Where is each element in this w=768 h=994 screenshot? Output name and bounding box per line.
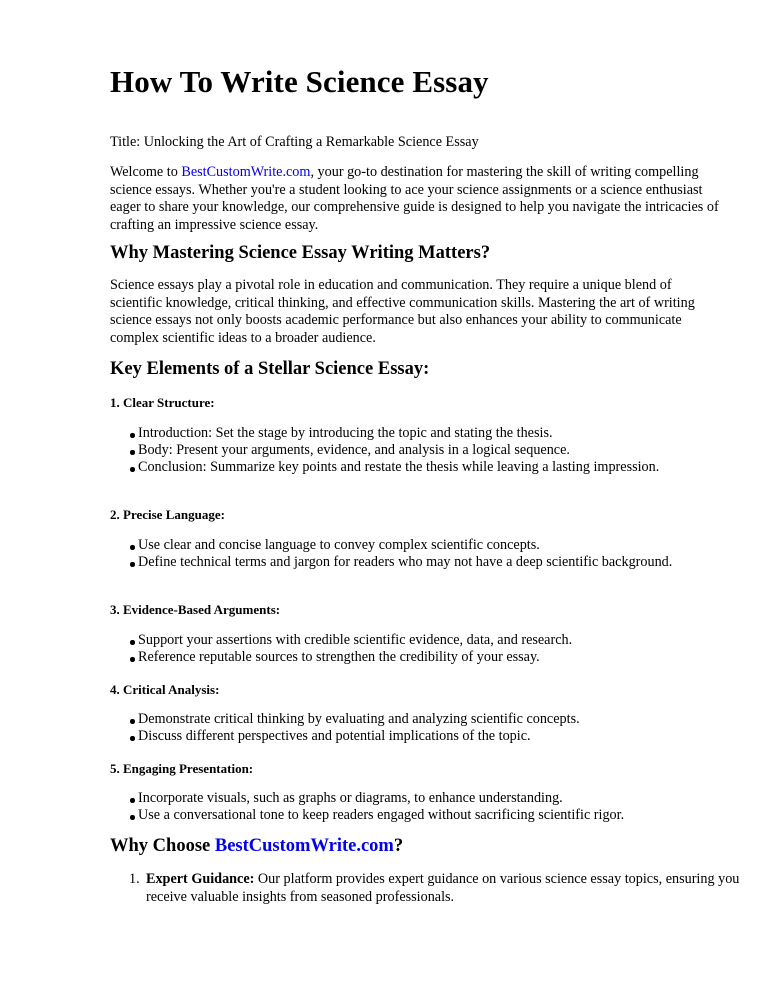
list-item: [129, 871, 756, 906]
section-evidence-list: [110, 632, 748, 666]
section-engaging-presentation-list: [110, 790, 748, 824]
section-critical-analysis-title: 4. Critical Analysis:: [110, 682, 220, 697]
why-matters-heading: Why Mastering Science Essay Writing Matters?: [110, 243, 491, 263]
page-title: How To Write Science Essay: [110, 64, 489, 99]
section-precise-language-list: [110, 537, 748, 571]
intro-site-link[interactable]: BestCustomWrite.com: [181, 164, 311, 180]
section-clear-structure-list: [110, 425, 748, 476]
key-elements-heading: Key Elements of a Stellar Science Essay:: [110, 359, 430, 379]
list-item: Define technical terms and jargon for readers who may not have a deep scientific background.: [138, 554, 748, 571]
list-item: Introduction: Set the stage by introducing the topic and stating the thesis.: [138, 425, 748, 442]
section-clear-structure-title: 1. Clear Structure:: [110, 395, 215, 410]
list-item: Support your assertions with credible scientific evidence, data, and research.: [138, 632, 748, 649]
list-item: Use clear and concise language to convey complex scientific concepts.: [138, 537, 748, 554]
list-item: Body: Present your arguments, evidence, and analysis in a logical sequence.: [138, 442, 748, 459]
why-choose-heading-mark: ?: [393, 836, 404, 856]
essay-subtitle: Title: Unlocking the Art of Crafting a Remarkable Science Essay: [110, 134, 479, 150]
list-item-text: Our platform provides expert guidance on various science essay topics, ensuring you receive valuable insights from seasoned professionals.: [146, 871, 740, 905]
list-item: Incorporate visuals, such as graphs or diagrams, to enhance understanding.: [138, 790, 748, 807]
list-item: Conclusion: Summarize key points and restate the thesis while leaving a lasting impression.: [138, 459, 748, 476]
list-item-number: 1.: [129, 871, 140, 887]
why-choose-heading-text: Why Choose: [110, 836, 215, 856]
list-item: Discuss different perspectives and potential implications of the topic.: [138, 728, 748, 745]
list-item: Use a conversational tone to keep readers engaged without sacrificing scientific rigor.: [138, 807, 748, 824]
why-choose-heading: [110, 836, 720, 857]
section-critical-analysis-list: [110, 711, 748, 745]
why-matters-body: Science essays play a pivotal role in education and communication. They require a unique blend of scientific knowledge, critical thinking, and effective communication skills. Mastering the art of writing science essays not only boosts academic performance but also enhances your ability to communicate complex scientific ideas to a broader audience.: [110, 277, 695, 346]
why-choose-list: [110, 871, 756, 906]
intro-text-before: Welcome to: [110, 164, 182, 180]
list-item-bold-label: Expert Guidance:: [146, 871, 255, 887]
section-precise-language-title: 2. Precise Language:: [110, 507, 225, 522]
section-evidence-title: 3. Evidence-Based Arguments:: [110, 602, 281, 617]
list-item: Reference reputable sources to strengthen the credibility of your essay.: [138, 649, 748, 666]
list-item: Demonstrate critical thinking by evaluating and analyzing scientific concepts.: [138, 711, 748, 728]
intro-text-after: , your go-to destination for mastering the skill of writing compelling science essays. Whether you're a student looking to ace your science assignments or a science enthusiast eager to share your knowledge, our comprehensive guide is designed to help you navigate the intricacies of crafting an impressive science essay.: [110, 164, 719, 233]
intro-paragraph: [110, 164, 720, 234]
section-engaging-presentation-title: 5. Engaging Presentation:: [110, 761, 254, 776]
why-choose-site-link[interactable]: BestCustomWrite.com: [214, 836, 394, 856]
